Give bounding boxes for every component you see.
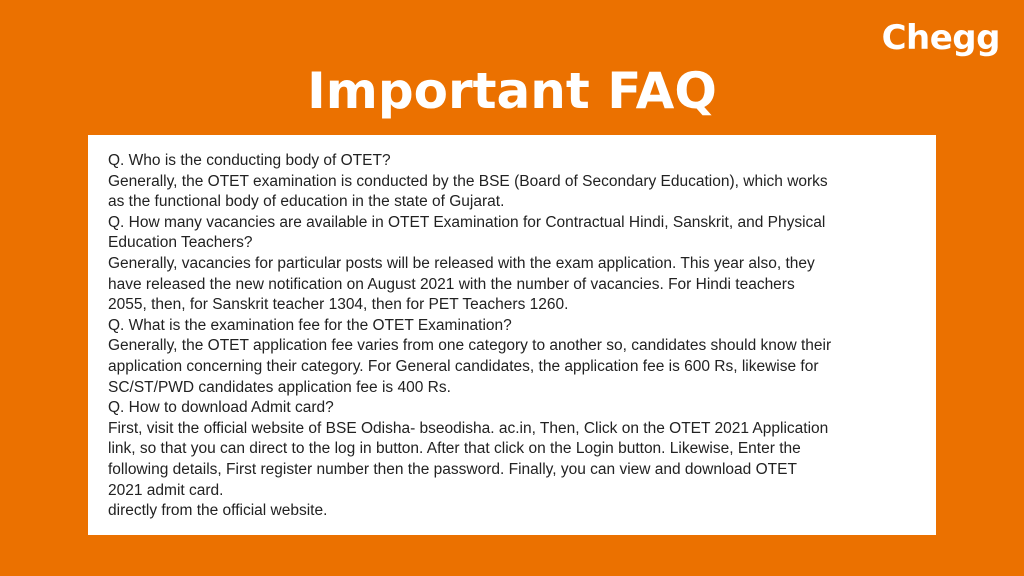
faq-question: Q. How many vacancies are available in OTET Examination for Contractual Hindi, Sanskrit, and Physical — [108, 213, 826, 231]
faq-answer-line: Generally, the OTET examination is conducted by the BSE (Board of Secondary Education), which works — [108, 172, 828, 190]
faq-question: Education Teachers? — [108, 234, 253, 252]
faq-answer-line: 2021 admit card. — [108, 481, 224, 499]
faq-answer-line: SC/ST/PWD candidates application fee is 400 Rs. — [108, 378, 451, 396]
faq-card — [88, 135, 936, 535]
faq-answer-line: Generally, the OTET application fee varies from one category to another so, candidates should know their — [108, 337, 832, 355]
faq-question: Q. What is the examination fee for the OTET Examination? — [108, 316, 512, 334]
faq-answer-line: have released the new notification on August 2021 with the number of vacancies. For Hindi teachers — [108, 275, 795, 293]
chegg-logo: Chegg — [881, 18, 1000, 58]
faq-question: Q. How to download Admit card? — [108, 399, 334, 417]
faq-answer-line: Generally, vacancies for particular posts will be released with the exam application. This year also, they — [108, 254, 815, 272]
faq-answer-line: link, so that you can direct to the log in button. After that click on the Login button. Likewise, Enter the — [108, 440, 801, 458]
faq-answer-line: First, visit the official website of BSE Odisha- bseodisha. ac.in, Then, Click on the OTET 2021 Application — [108, 419, 829, 437]
page-title: Important FAQ — [307, 62, 717, 120]
faq-question: Q. Who is the conducting body of OTET? — [108, 152, 391, 169]
faq-answer-line: as the functional body of education in the state of Gujarat. — [108, 193, 505, 211]
faq-answer-line: 2055, then, for Sanskrit teacher 1304, then for PET Teachers 1260. — [108, 296, 569, 314]
faq-answer-line: directly from the official website. — [108, 502, 328, 520]
faq-answer-line: following details, First register number then the password. Finally, you can view and download OTET — [108, 460, 797, 478]
faq-answer-line: application concerning their category. For General candidates, the application fee is 600 Rs, likewise for — [108, 357, 819, 375]
